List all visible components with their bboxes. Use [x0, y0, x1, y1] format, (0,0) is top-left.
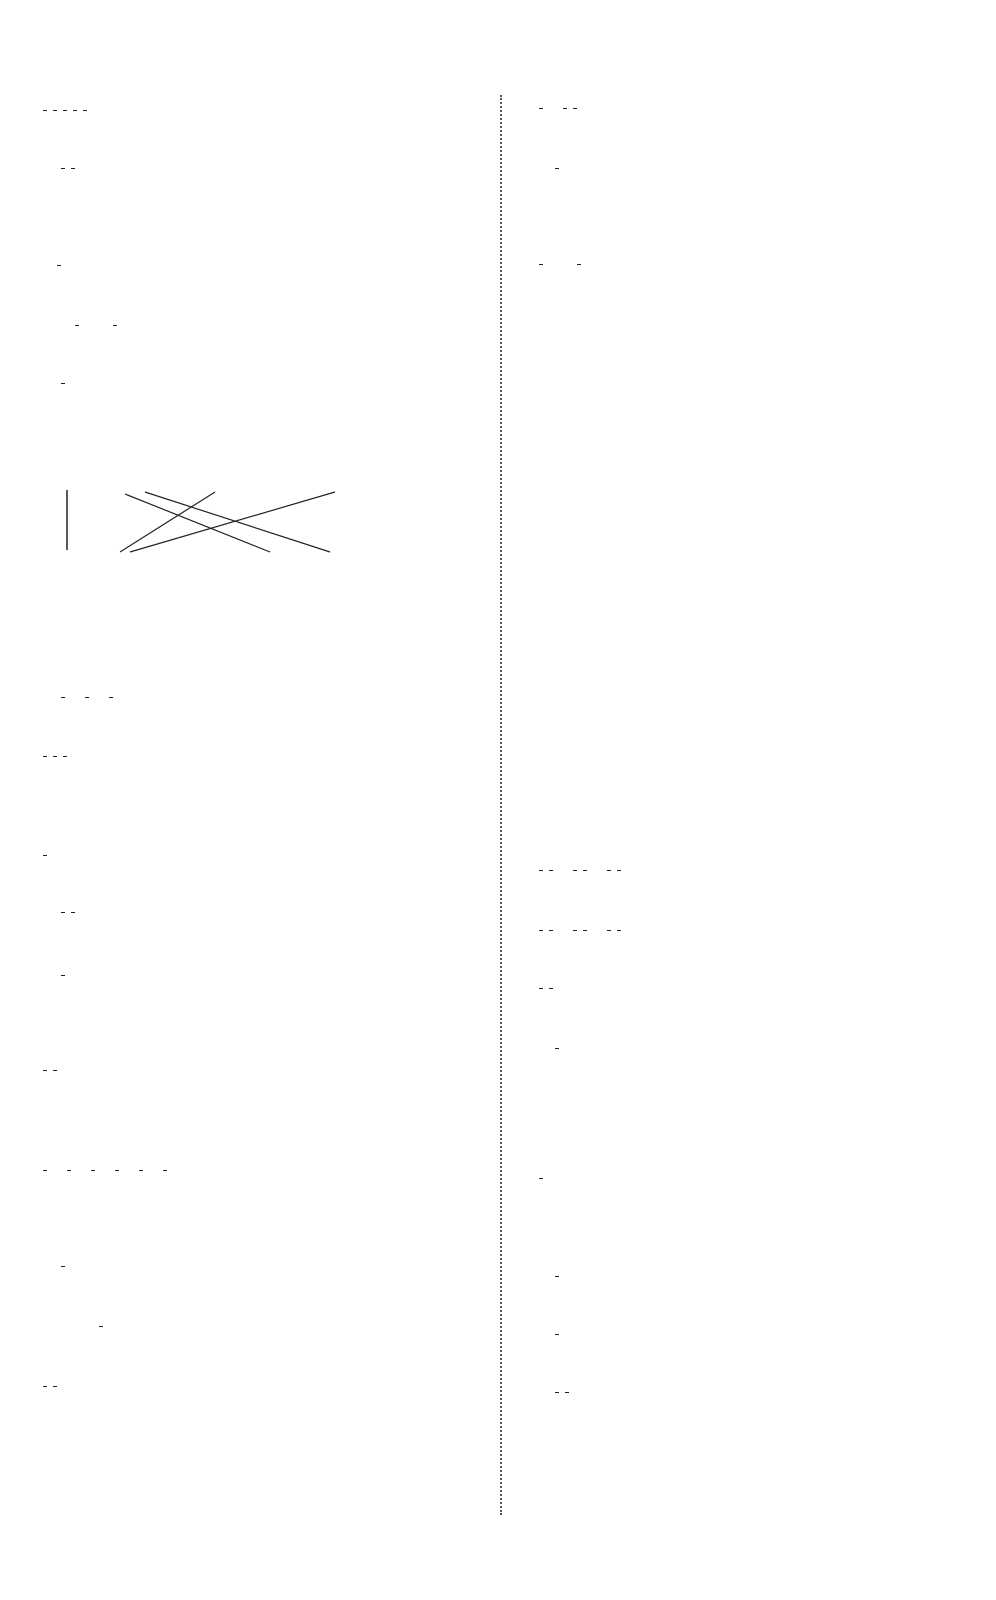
answer-line	[30, 110, 90, 111]
answer-text	[58, 975, 68, 976]
answer-line	[58, 1266, 68, 1267]
answer-text	[552, 1048, 562, 1049]
answer-line	[552, 1276, 562, 1277]
answer-text	[552, 168, 562, 169]
matching-lines	[30, 480, 350, 560]
answer-line	[526, 988, 556, 989]
answer-line	[30, 1386, 60, 1387]
answer-line	[96, 1326, 106, 1327]
answer-line	[526, 108, 580, 109]
answer-line	[58, 912, 78, 913]
answer-line	[526, 264, 598, 265]
answer-line	[552, 1392, 572, 1393]
answer-line	[30, 756, 70, 757]
answer-line	[526, 930, 624, 931]
answer-line	[58, 383, 82, 384]
answer-line	[58, 168, 78, 169]
answer-line	[526, 870, 624, 871]
answer-line	[30, 265, 64, 266]
answer-line	[526, 1178, 546, 1179]
answer-line	[30, 1170, 170, 1171]
fraction	[43, 110, 47, 111]
answer-line	[58, 697, 116, 698]
answer-line	[30, 855, 64, 856]
answer-line	[30, 1070, 60, 1071]
answer-line	[58, 325, 120, 326]
answer-line	[552, 1334, 562, 1335]
column-divider	[500, 95, 502, 1515]
